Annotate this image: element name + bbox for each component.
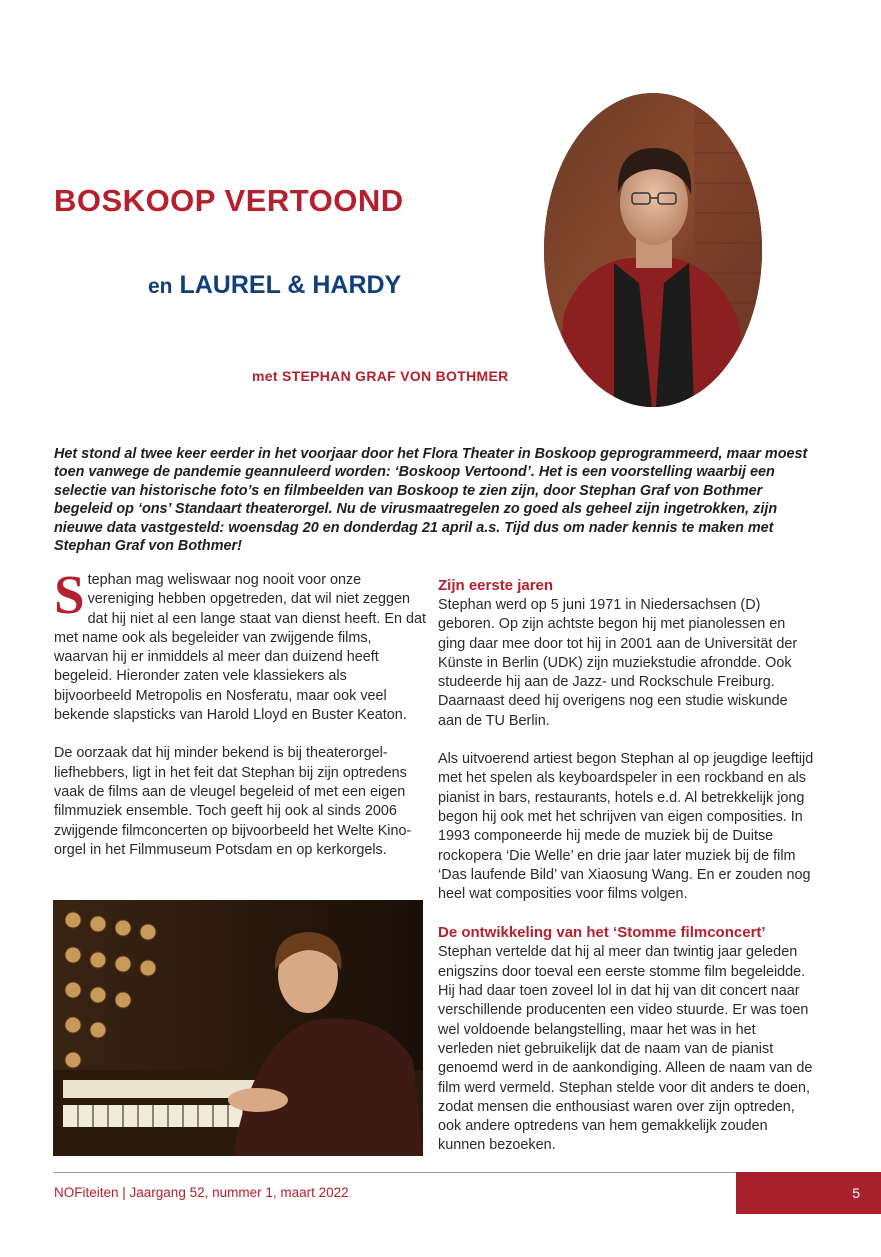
footer-publication: NOFiteiten | Jaargang 52, nummer 1, maart 2022: [54, 1185, 349, 1200]
right-para-2: Als uitvoerend artiest begon Stephan al op jeugdige leeftijd met het spelen als keyboardspeler in een rockband en als pianist in bars, restaurants, hotels e.d. Al betrekkelijk jong begon hij ook met het schrijven van eigen composities. In 1993 componeerde hij mede de muziek bij de Duitse rockopera ‘Die Welle’ en drie jaar later muziek bij de film ‘Das laufende Bild’ van Xiaosung Wang. En er zouden nog heel wat composities voor films volgen.: [438, 751, 814, 903]
right-para-1: Stephan werd op 5 juni 1971 in Niedersachsen (D) geboren. Op zijn achtste begon hij met pianolessen en ging daar mee door tot hij in 2001 aan de Universität der Künste in Berlin (UDK) zijn muziekstudie afrondde. Ook studeerde hij aan de Jazz- und Rockschule Freiburg. Daarnaast deed hij overigens nog een studie wiskunde aan de TU Berlin.: [438, 597, 798, 729]
section-heading-silent-film: De ontwikkeling van het ‘Stomme filmconcert’: [438, 924, 766, 942]
article-byline: met STEPHAN GRAF VON BOTHMER: [252, 368, 509, 384]
right-column: [438, 576, 814, 1175]
article-intro: Het stond al twee keer eerder in het voorjaar door het Flora Theater in Boskoop geprogrammeerd, maar moest toen vanwege de pandemie geannuleerd worden: ‘Boskoop Vertoond’. Het is een voorstelling waarbij een selectie van historische foto’s en filmbeelden van Boskoop te zien zijn, door Stephan Graf von Bothmer begeleid op ‘ons’ Standaart theaterorgel. Nu de virusmaatregelen zo goed als geheel zijn ingetrokken, zijn nieuwe data vastgesteld: woensdag 20 en donderdag 21 april a.s. Tijd dus om nader kennis te maken met Stephan Graf von Bothmer!: [54, 446, 808, 555]
right-para-3: Stephan vertelde dat hij al meer dan twintig jaar geleden enigszins door toeval een eerste stomme film begeleidde. Hij had daar toen zoveel lol in dat hij van dit concert naar verschillende producenten een video stuurde. Er was toen wel voldoende belangstelling, maar het was in het verleden niet gebruikelijk dat de naam van de pianist genoemd werd in de aankondiging. Alleen de naam van de film werd vermeld. Stephan stelde voor dit anders te doen, zodat mensen die enthousiast waren over zijn optreden, ook andere optredens van hem gemakkelijk zouden kunnen bezoeken.: [438, 944, 813, 1154]
left-column: [54, 564, 428, 879]
subtitle-main: LAUREL & HARDY: [179, 271, 402, 299]
article-title: BOSKOOP VERTOOND: [54, 183, 404, 218]
section-heading-first-years: Zijn eerste jaren: [438, 577, 554, 594]
page-number: 5: [852, 1185, 860, 1201]
drop-cap: S: [54, 564, 85, 625]
portrait-illustration: [544, 93, 762, 407]
left-para-1: [54, 564, 428, 725]
subtitle-prefix: en: [148, 275, 173, 298]
portrait-photo: [544, 93, 762, 407]
left-para-1-text: tephan mag weliswaar nog nooit voor onze vereniging hebben opgetreden, dat wil niet zeggen dat hij niet al een lange staat van dienst heeft. En dat met name ook als begeleider van zwijgende films, waarvan hij er inmiddels al meer dan duizend heeft begeleid. Hieronder zaten vele klassiekers als bijvoorbeeld Metropolis en Nosferatu, maar ook veel bekende slapsticks van Harold Lloyd en Buster Keaton.: [54, 572, 427, 724]
organ-photo: [53, 900, 423, 1156]
article-subtitle: [148, 271, 401, 300]
organ-illustration: [53, 900, 423, 1156]
left-para-2: De oorzaak dat hij minder bekend is bij theaterorgel-liefhebbers, ligt in het feit dat Stephan bij zijn optredens vaak de films aan de vleugel begeleid of met een eigen filmmuziek ensemble. Toch geeft hij ook al sinds 2006 zwijgende filmconcerten op bijvoorbeeld het Welte Kino-orgel in het Filmmuseum Potsdam en op kerkorgels.: [54, 745, 412, 858]
